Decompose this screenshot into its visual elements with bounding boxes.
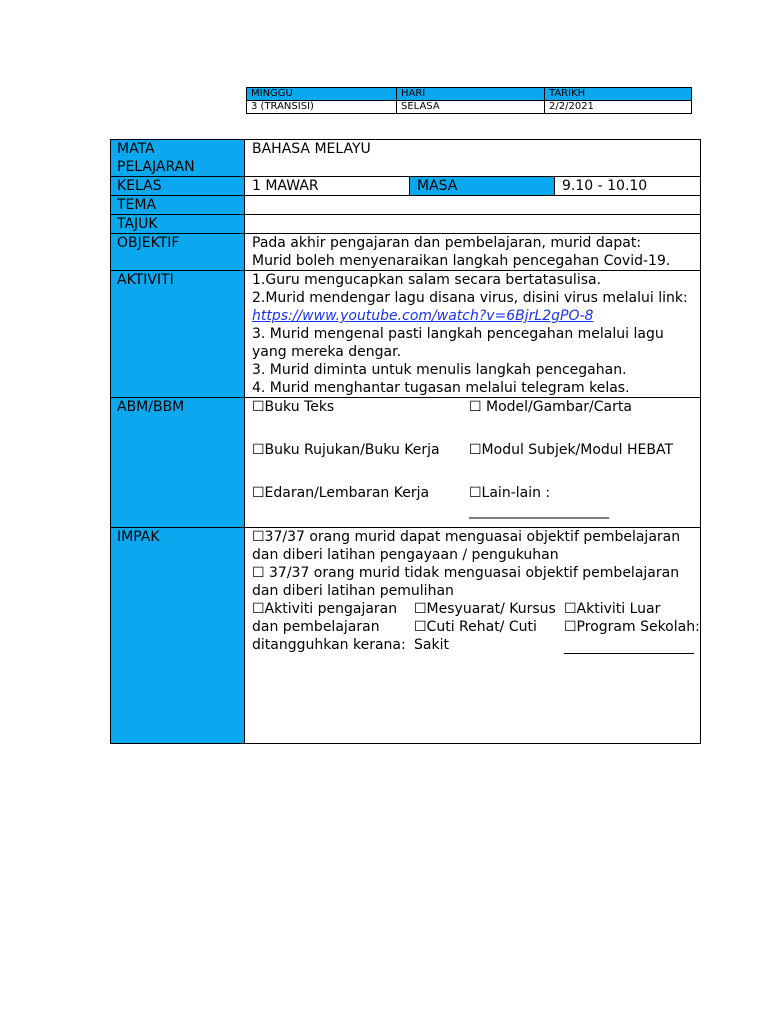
subject-label-line2: PELAJARAN bbox=[117, 159, 195, 175]
activity-step-5: 4. Murid menghantar tugasan melalui telegram kelas. bbox=[252, 380, 630, 396]
activity-step-3: 3. Murid mengenal pasti langkah pencegahan melalui lagu yang mereka dengar. bbox=[252, 326, 664, 360]
class-time-cell bbox=[245, 177, 701, 196]
time-value: 9.10 - 10.10 bbox=[562, 178, 648, 194]
theme-value-cell bbox=[245, 196, 701, 215]
impact-option-mastered[interactable]: ☐37/37 orang murid dapat menguasai objektif pembelajaran dan diberi latihan pengayaan / pengukuhan bbox=[252, 529, 681, 563]
material-option-reference[interactable]: ☐Buku Rujukan/Buku Kerja bbox=[252, 442, 440, 458]
impact-option-school-program[interactable]: ☐Program Sekolah: bbox=[564, 619, 700, 635]
subject-value: BAHASA MELAYU bbox=[252, 141, 371, 157]
material-other-label: ☐Lain-lain : bbox=[469, 485, 551, 501]
materials-label-cell: ABM/BBM bbox=[111, 398, 245, 528]
impact-label-cell: IMPAK bbox=[111, 528, 245, 744]
youtube-link[interactable]: https://www.youtube.com/watch?v=6BjrL2gPO-8 bbox=[252, 308, 594, 324]
topic-value-cell bbox=[245, 215, 701, 234]
subject-value-cell bbox=[245, 140, 701, 177]
subject-label-cell bbox=[111, 140, 245, 177]
materials-value-cell bbox=[245, 398, 701, 528]
objective-label-cell: OBJEKTIF bbox=[111, 234, 245, 271]
material-option-textbook[interactable]: ☐Buku Teks bbox=[252, 399, 335, 415]
activity-step-4: 3. Murid diminta untuk menulis langkah pencegahan. bbox=[252, 362, 627, 378]
day-header-cell: HARI bbox=[397, 88, 545, 101]
impact-option-postponed[interactable]: ☐Aktiviti pengajaran dan pembelajaran ditangguhkan kerana: bbox=[252, 601, 406, 653]
activity-value-cell bbox=[245, 271, 701, 398]
material-option-other[interactable] bbox=[469, 484, 700, 527]
week-value-cell: 3 (TRANSISI) bbox=[247, 101, 397, 114]
activity-step-1: 1.Guru mengucapkan salam secara bertatasulisa. bbox=[252, 272, 602, 288]
class-label-cell: KELAS bbox=[111, 177, 245, 196]
material-option-model[interactable]: ☐ Model/Gambar/Carta bbox=[469, 399, 632, 415]
impact-value-cell bbox=[245, 528, 701, 744]
material-option-handout[interactable]: ☐Edaran/Lembaran Kerja bbox=[252, 485, 430, 501]
date-value-cell: 2/2/2021 bbox=[545, 101, 692, 114]
time-label: MASA bbox=[410, 177, 555, 195]
theme-label-cell: TEMA bbox=[111, 196, 245, 215]
day-value-cell: SELASA bbox=[397, 101, 545, 114]
subject-label-line1: MATA bbox=[117, 141, 155, 157]
week-info-table bbox=[246, 87, 692, 114]
topic-label-cell: TAJUK bbox=[111, 215, 245, 234]
material-option-module[interactable]: ☐Modul Subjek/Modul HEBAT bbox=[469, 442, 674, 458]
material-other-blank: ____________________ bbox=[469, 503, 609, 519]
objective-line-1: Pada akhir pengajaran dan pembelajaran, murid dapat: bbox=[252, 235, 642, 251]
activity-label-cell: AKTIVITI bbox=[111, 271, 245, 398]
objective-value-cell bbox=[245, 234, 701, 271]
impact-option-meeting[interactable]: ☐Mesyuarat/ Kursus bbox=[414, 601, 556, 617]
date-header-cell: TARIKH bbox=[545, 88, 692, 101]
lesson-plan-table bbox=[110, 139, 701, 744]
week-header-cell: MINGGU bbox=[247, 88, 397, 101]
objective-line-2: Murid boleh menyenaraikan langkah pencegahan Covid-19. bbox=[252, 253, 671, 269]
impact-option-not-mastered[interactable]: ☐ 37/37 orang murid tidak menguasai objektif pembelajaran dan diberi latihan pemulihan bbox=[252, 565, 680, 599]
activity-step-2: 2.Murid mendengar lagu disana virus, disini virus melalui link: bbox=[252, 290, 688, 306]
impact-option-outdoor[interactable]: ☐Aktiviti Luar bbox=[564, 601, 661, 617]
class-value: 1 MAWAR bbox=[245, 177, 410, 195]
impact-option-leave[interactable]: ☐Cuti Rehat/ Cuti Sakit bbox=[414, 619, 537, 653]
school-program-blank bbox=[564, 641, 694, 654]
